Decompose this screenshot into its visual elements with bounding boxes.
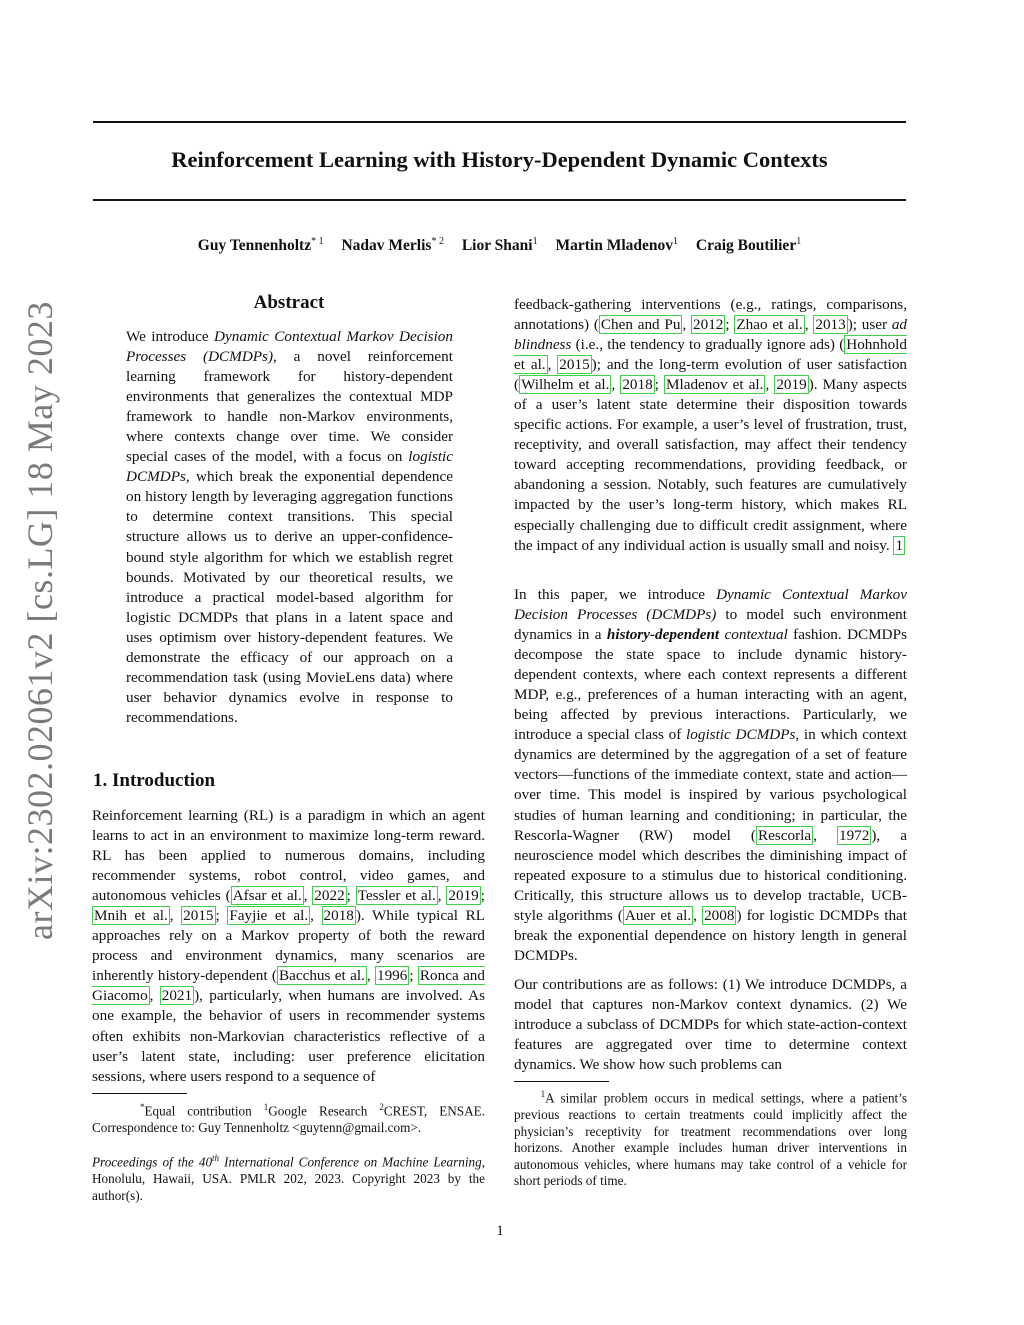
right-column-paragraph-2: In this paper, we introduce Dynamic Contextual Markov Decision Processes (DCMDPs) to model such environment dynamics in a history-dependent contextual fashion. DCMDPs decompose the state space to include dynamic history-dependent contexts, where each context represents a different MDP, e.g., preferences of a human interacting with an agent, being affected by previous interactions. Particularly, we introduce a special class of logistic DCMDPs, in which context dynamics are determined by the aggregation of a set of feature vectors—functions of the immediate context, state and action—over time. This model is inspired by various psychological studies of human learning and conditioning; in particular, the Rescorla-Wagner (RW) model ( Rescorla , 1972 ), a neuroscience model which describes the diminishing impact of repeated exposure to a stimulus due to historical conditioning. Critically, this structure allows us to develop tractable, UCB-style algorithms ( Auer et al. , 2008 ) for logistic DCMDPs that break the exponential dependence on history length in general DCMDPs. xyxy=(514,586,908,964)
proceedings-note: Proceedings of the 40th International Conference on Machine Learning, Honolulu, Hawaii, USA. PMLR 202, 2023. Copyright 2023 by the author(s). xyxy=(92,1153,485,1203)
citation-link[interactable]: 2013 xyxy=(815,316,846,334)
citation-link[interactable]: 2015 xyxy=(183,907,214,925)
introduction-body xyxy=(92,806,485,1087)
title-top-rule xyxy=(93,121,906,123)
intro-paragraph: Reinforcement learning (RL) is a paradigm in which an agent learns to act in an environment to maximize long-term reward. RL has been applied to numerous domains, including recommender systems, robot control, video games, and autonomous vehicles ( Afsar et al. , 2022 ; Tessler et al. , 2019 ; Mnih et al. , 2015 ; Fayjie et al. , 2018 ). While typical RL approaches rely on a Markov property of both the reward process and environment dynamics, many scenarios are inherently history-dependent ( Bacchus et al. , 1996 ; Ronca and Giacomo , 2021 ), particularly, when humans are involved. As one example, the behavior of users in recommender systems often exhibits non-Markovian characteristics reflective of a user’s latent state, including: user preference elicitation sessions, where users respond to a sequence of xyxy=(92,807,485,1085)
citation-link[interactable]: 2019 xyxy=(448,887,479,905)
title-bottom-rule xyxy=(93,199,906,201)
author: Guy Tennenholtz$^{* 1}$ xyxy=(197,236,324,255)
citation-link[interactable]: Hohnhold et al. xyxy=(514,336,907,374)
paper-title: Reinforcement Learning with History-Dependent Dynamic Contexts xyxy=(171,147,828,172)
author: Nadav Merlis$^{* 2}$ xyxy=(341,236,444,255)
citation-link[interactable]: Zhao et al. xyxy=(736,316,803,334)
author: Craig Boutilier$^1$ xyxy=(695,236,802,255)
citation-link[interactable]: Auer et al. xyxy=(624,906,692,924)
citation-link[interactable]: Chen and Pu xyxy=(600,316,681,334)
citation-link[interactable]: Tessler et al. xyxy=(357,887,436,905)
citation-link[interactable]: 2019 xyxy=(776,376,807,394)
citation-link[interactable]: Mnih et al. xyxy=(94,907,168,925)
page-number: 1 xyxy=(496,1223,504,1239)
affiliation-footnote: *Equal contribution $^1$Google Research $^2$CREST, ENSAE. Correspondence to: Guy Tennenholtz <guytenn@gmail.com>. xyxy=(92,1102,485,1135)
citation-link[interactable]: Fayjie et al. xyxy=(229,907,309,925)
citation-link[interactable]: Bacchus et al. xyxy=(278,967,365,985)
footnote-1: $^1$A similar problem occurs in medical settings, where a patient’s previous reactions to certain treatments could implicitly affect the physician’s receptivity for treatment recommendations over long horizons. Another example includes human driver interventions in autonomous vehicles, where humans may take control of a vehicle for short periods of time. xyxy=(514,1089,907,1189)
citation-link[interactable]: 2018 xyxy=(323,907,354,925)
citation-link[interactable]: 1996 xyxy=(376,967,408,985)
author: Lior Shani$^1$ xyxy=(461,236,538,255)
citation-link[interactable]: Rescorla xyxy=(757,826,812,844)
abstract-heading: Abstract xyxy=(253,292,325,313)
right-column-paragraph-1: feedback-gathering interventions (e.g., ratings, comparisons, annotations) ( Chen and Pu , 2012 ; Zhao et al. , 2013 ); user ad blindness (i.e., the tendency to gradually ignore ads) ( Hohnhold et al. , 2015 ); and the long-term evolution of user satisfaction ( Wilhelm et al. , 2018 ; Mladenov et al. , 2019 ). Many aspects of a user’s latent state determine their disposition towards specific actions. For example, a user’s level of frustration, trust, receptivity, and overall satisfaction, may affect their tendency toward accepting recommendations, providing feedback, or abandoning a session. Notably, such features are cumulatively impacted by the user’s long-term history, which makes RL especially challenging due to difficult credit assignment, where the impact of any individual action is usually small and noisy. 1 xyxy=(514,296,908,554)
citation-link[interactable]: 2018 xyxy=(622,376,653,394)
right-column-paragraph-3: Our contributions are as follows: (1) We introduce DCMDPs, a model that captures non-Markov context dynamics. (2) We introduce a subclass of DCMDPs for which state-action-context features are aggregated over time to determine context dynamics. We show how such problems can xyxy=(514,976,907,1074)
citation-link[interactable]: Mladenov et al. xyxy=(666,376,764,394)
footnote-reference-link[interactable]: 1 xyxy=(895,536,904,554)
citation-link[interactable]: Afsar et al. xyxy=(232,887,302,905)
abstract-body xyxy=(126,327,453,728)
citation-link[interactable]: 1972 xyxy=(838,826,870,844)
citation-link[interactable]: 2021 xyxy=(161,987,193,1005)
abstract-paragraph: We introduce Dynamic Contextual Markov Decision Processes (DCMDPs), a novel reinforcement learning framework for history-dependent environments that generalizes the contextual MDP framework to handle non-Markov environments, where contexts change over time. We consider special cases of the model, with a focus on logistic DCMDPs, which break the exponential dependence on history length by leveraging aggregation functions to determine context transitions. This special structure allows us to derive an upper-confidence-bound style algorithm for which we establish regret bounds. Motivated by our theoretical results, we introduce a practical model-based algorithm for logistic DCMDPs that plans in a latent space and uses optimism over history-dependent features. We demonstrate the efficacy of our approach on a recommendation task (using MovieLens data) where user behavior dynamics evolve in response to recommendations. xyxy=(126,328,453,726)
citation-link[interactable]: Wilhelm et al. xyxy=(521,376,610,394)
arxiv-identifier: arXiv:2302.02061v2 [cs.LG] 18 May 2023 xyxy=(20,301,60,940)
citation-link[interactable]: 2022 xyxy=(314,887,345,905)
citation-link[interactable]: 2015 xyxy=(559,356,590,374)
author-list xyxy=(93,236,906,255)
author: Martin Mladenov$^1$ xyxy=(555,236,679,255)
section-heading-introduction: 1. Introduction xyxy=(93,770,216,791)
citation-link[interactable]: Ronca and Giacomo xyxy=(92,967,485,1005)
footnote-rule-left xyxy=(92,1093,187,1094)
footnote-rule-right xyxy=(514,1081,609,1082)
citation-link[interactable]: 2008 xyxy=(704,906,735,924)
citation-link[interactable]: 2012 xyxy=(693,316,724,334)
